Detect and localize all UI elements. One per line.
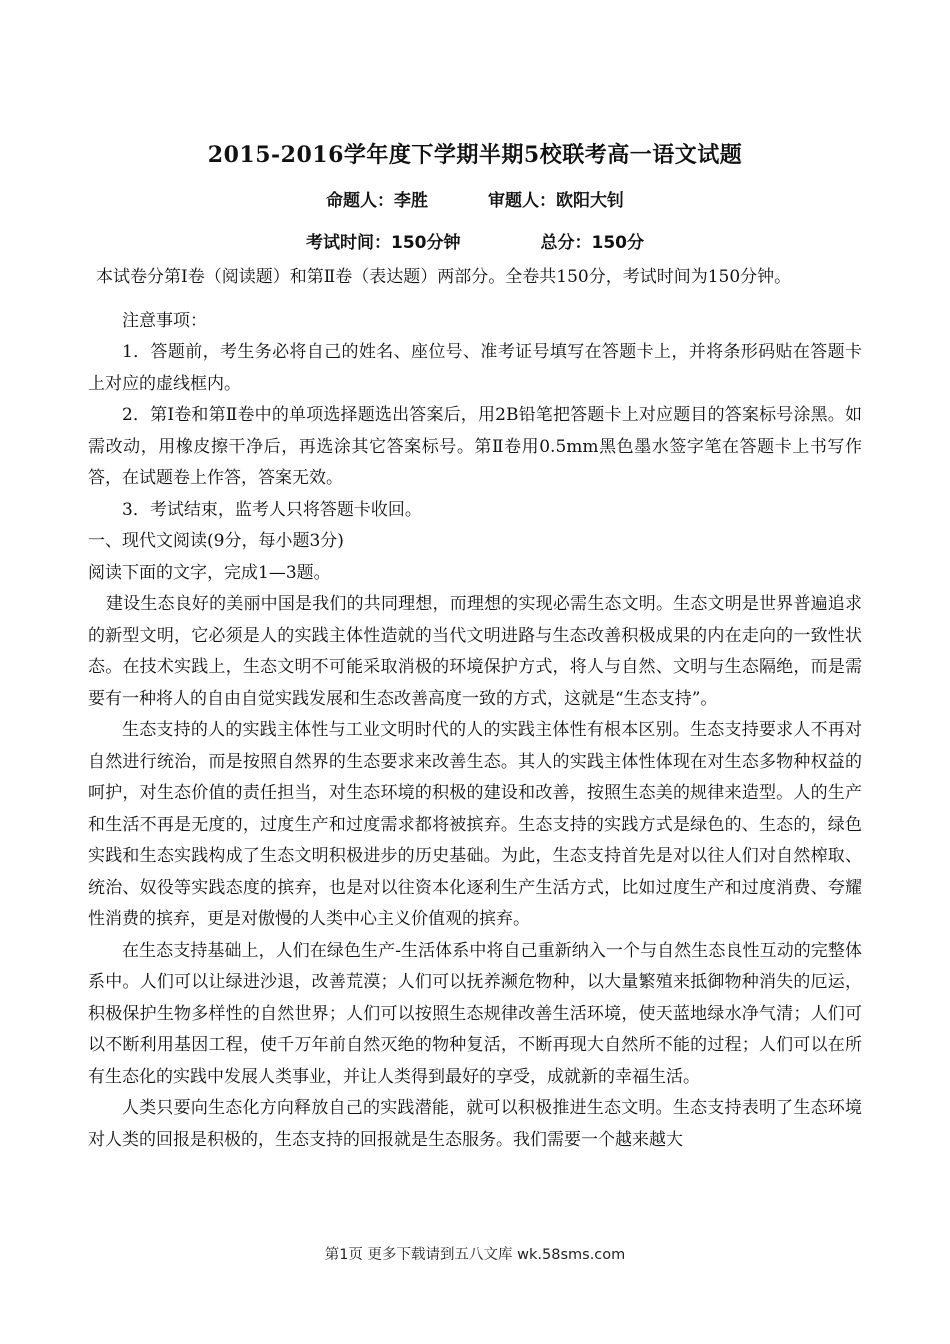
reviewer-label: 审题人：欧阳大钊 xyxy=(488,191,624,211)
notice-item: 2．第Ⅰ卷和第Ⅱ卷中的单项选择题选出答案后，用2B铅笔把答题卡上对应题目的答案标号涂黑。如需改动，用橡皮擦干净后，再选涂其它答案标号。第Ⅱ卷用0.5mm黑色墨水签字笔在答题卡上书写作答，在试题卷上作答，答案无效。 xyxy=(88,405,862,488)
passage-paragraph: 建设生态良好的美丽中国是我们的共同理想，而理想的实现必需生态文明。生态文明是世界普遍追求的新型文明，它必须是人的实践主体性造就的当代文明进路与生态改善积极成果的内在走向的一致性状态。在技术实践上，生态文明不可能采取消极的环境保护方式，将人与自然、文明与生态隔绝，而是需要有一种将人的自由自觉实践发展和生态改善高度一致的方式，这就是“生态支持”。 xyxy=(88,594,862,709)
section-instruction: 阅读下面的文字，完成1—3题。 xyxy=(88,562,331,583)
document-body xyxy=(88,262,862,1156)
notice-item: 1．答题前，考生务必将自己的姓名、座位号、准考证号填写在答题卡上，并将条形码贴在答题卡上对应的虚线框内。 xyxy=(88,342,862,394)
intro-paragraph: 本试卷分第Ⅰ卷（阅读题）和第Ⅱ卷（表达题）两部分。全卷共150分，考试时间为150分钟。 xyxy=(96,267,792,287)
author-line xyxy=(0,186,950,211)
notice-heading: 注意事项： xyxy=(122,310,207,331)
passage-paragraph: 在生态支持基础上，人们在绿色生产-生活体系中将自己重新纳入一个与自然生态良性互动的完整体系中。人们可以让绿进沙退，改善荒漠；人们可以抚养濒危物种，以大量繁殖来抵御物种消失的厄运，积极保护生物多样性的自然世界；人们可以按照生态规律改善生活环境，使天蓝地绿水净气清；人们可以不断利用基因工程，使千万年前自然灭绝的物种复活，不断再现大自然所不能的过程；人们可以在所有生态化的实践中发展人类事业，并让人类得到最好的享受，成就新的幸福生活。 xyxy=(88,940,862,1087)
document-title: 2015-2016学年度下学期半期5校联考高一语文试题 xyxy=(207,142,743,168)
exam-time: 考试时间：150分钟 xyxy=(306,233,461,253)
passage-paragraph: 生态支持的人的实践主体性与工业文明时代的人的实践主体性有根本区别。生态支持要求人不再对自然进行统治，而是按照自然界的生态要求来改善生态。其人的实践主体性体现在对生态多物种权益的呵护，对生态价值的责任担当，对生态环境的积极的建设和改善，按照生态美的规律来造型。人的生产和生活不再是无度的，过度生产和过度需求都将被摈弃。生态支持的实践方式是绿色的、生态的，绿色实践和生态实践构成了生态文明积极进步的历史基础。为此，生态支持首先是对以往人们对自然榨取、统治、奴役等实践态度的摈弃，也是对以往资本化逐利生产生活方式，比如过度生产和过度消费、夸耀性消费的摈弃，更是对傲慢的人类中心主义价值观的摈弃。 xyxy=(88,720,862,929)
page-footer: 第1页 更多下载请到五八文库 wk.58sms.com xyxy=(324,1247,626,1263)
notice-item: 3．考试结束，监考人只将答题卡收回。 xyxy=(122,499,422,520)
setter-label: 命题人：李胜 xyxy=(326,191,428,211)
total-score: 总分：150分 xyxy=(540,233,644,253)
passage-paragraph: 人类只要向生态化方向释放自己的实践潜能，就可以积极推进生态文明。生态支持表明了生态环境对人类的回报是积极的，生态支持的回报就是生态服务。我们需要一个越来越大 xyxy=(88,1098,862,1150)
exam-meta-line xyxy=(0,228,950,253)
section-heading: 一、现代文阅读(9分，每小题3分) xyxy=(88,531,344,551)
